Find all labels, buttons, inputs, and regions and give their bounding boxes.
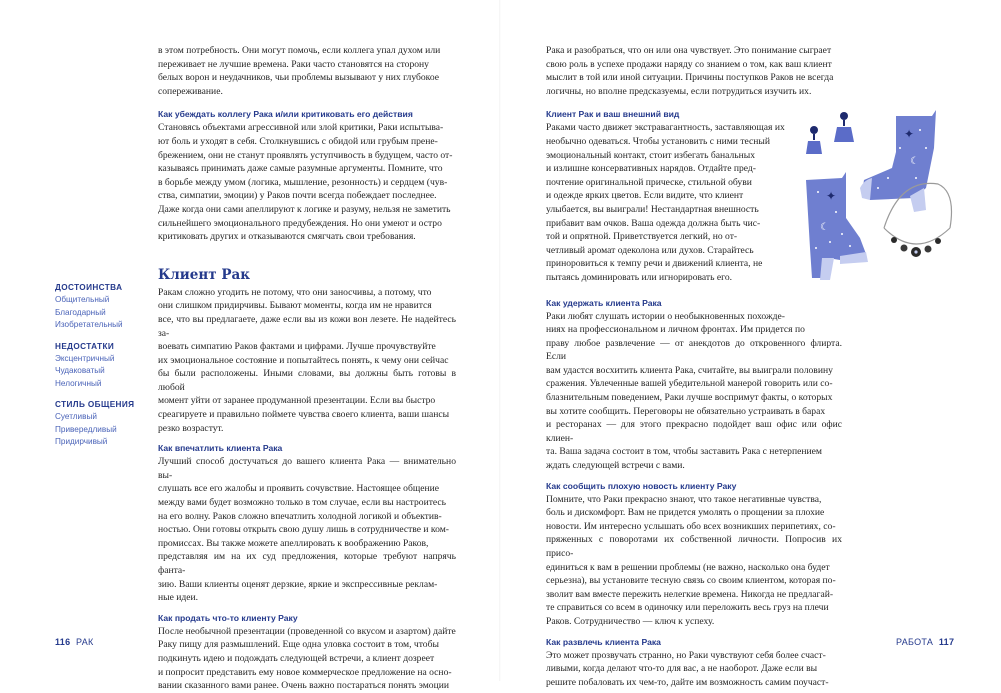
text-line: вы хотите сообщить. Переговоры не обязательно устраивать в барах — [546, 405, 826, 417]
text-line: Раку пищу для размышлений. Еще одна уловка состоит в том, чтобы — [158, 639, 439, 651]
text-line: ют боль и уходят в себя. Столкнувшись с обидой или грубым прене- — [158, 135, 438, 147]
sidebar-item: Эксцентричный — [55, 353, 115, 363]
left-sidebar — [55, 282, 150, 449]
text-line: ждать следующей встречи с вами. — [546, 460, 685, 472]
sidebar-group-weaknesses — [55, 341, 150, 391]
text-line: почтение оригинальной прическе, стильной обуви — [546, 176, 752, 188]
text-line: сопереживание. — [158, 85, 223, 97]
right-folio — [896, 637, 954, 647]
section-heading: Как сообщить плохую новость клиенту Раку — [546, 480, 737, 491]
text-line: момент уйти от заранее продуманной презентации. Если вы быстро — [158, 395, 436, 407]
text-line: Даже когда они сами апеллируют к логике и разуму, нельзя не заметить — [158, 203, 451, 215]
text-line: зию. Ваши клиенты оценят дерзкие, яркие и экспрессивные реклам- — [158, 578, 438, 590]
svg-text:✦: ✦ — [826, 189, 837, 203]
text-line: свою роль в успехе продажи наряду со знанием о том, как ваш клиент — [546, 58, 832, 70]
svg-text:☾: ☾ — [910, 156, 919, 167]
text-line: улыбается, вы выиграли! Нестандартная внешность — [546, 203, 759, 215]
text-line: Раки любят слушать истории о необыкновенных похожде- — [546, 310, 785, 322]
text-line: сражения. Увлеченные вашей убедительной манерой говорить или со- — [546, 378, 833, 390]
text-line: все, что вы предлагаете, даже если вы из кожи вон лезете. Не надейтесь за- — [158, 313, 456, 339]
left-intro — [158, 44, 456, 98]
client-intro — [158, 286, 456, 436]
text-line: те справиться со всем в одиночку или переложить весь груз на плечи — [546, 602, 829, 614]
text-line: единиться к вам в решении проблемы (не важно, насколько она будет — [546, 561, 830, 573]
earring-left-icon — [806, 126, 822, 154]
text-line: Становясь объектами агрессивной или злой критики, Раки испытыва- — [158, 122, 444, 134]
text-line: критиковать других и отказываются смягчать свои требования. — [158, 231, 416, 243]
text-line: эмоциональный контакт, стоит избегать банальных — [546, 149, 756, 161]
sidebar-item: Суетливый — [55, 412, 97, 421]
text-line: казываясь принимать даже самые разумные аргументы. Помните, что — [158, 163, 443, 175]
text-line: между вами будет возможно только в том случае, если вы настроитесь — [158, 497, 447, 509]
sidebar-group-style — [55, 399, 150, 449]
text-line: новости. Им интересно услышать обо всех возникших перипетиях, со- — [546, 520, 836, 532]
text-line: праву любое развлечение — от анекдотов до откровенного флирта. Если — [546, 337, 842, 363]
left-folio — [55, 637, 94, 647]
text-line: в борьбе между умом (логика, мышление, резонность) и сердцем (чув- — [158, 176, 448, 188]
text-line: воевать симпатию Раков фактами и цифрами. Лучше прочувствуйте — [158, 341, 436, 353]
text-line: сильнейшего эмоционального предубеждения. Но они умеют и остро — [158, 217, 442, 229]
text-line: вам удастся восхитить клиента Рака, считайте, вы выиграли половину — [546, 364, 833, 376]
right-page-main-column — [546, 44, 842, 689]
running-head: РАБОТА — [896, 637, 934, 647]
text-line: представляя им на их суд предложения, которые требуют напрячь фанта- — [158, 551, 456, 576]
text-line: После необычной презентации (проведенной со вкусом и азартом) дайте — [158, 625, 456, 637]
text-line: и одежде ярких цветов. Если видите, что клиент — [546, 190, 744, 202]
sidebar-heading: СТИЛЬ ОБЩЕНИЯ — [55, 400, 135, 409]
text-line: четливый аромат одеколона или духов. Старайтесь — [546, 244, 754, 256]
section-body — [158, 625, 456, 693]
text-line: и попросит представить ему новое коммерческое предложение на осно- — [158, 666, 452, 678]
text-line: вании сказанного вами ранее. Очень важно постараться понять эмоции — [158, 680, 449, 692]
text-line: белых ворон и неудачников, чьи проблемы вызывают у них глубокое — [158, 72, 440, 84]
section-body — [546, 310, 842, 473]
text-line: ные идеи. — [158, 592, 199, 604]
section-title: Клиент Рак — [158, 266, 250, 283]
sidebar-item: Привередливый — [55, 424, 117, 434]
left-page-main-column — [158, 44, 456, 693]
text-line: бы были расположены. Иными словами, вы должны быть готовы в любой — [158, 368, 456, 393]
text-line: ниях на профессиональном и личном фронтах. Им придется по — [546, 324, 805, 336]
earring-right-icon — [834, 112, 854, 142]
sidebar-heading: ДОСТОИНСТВА — [55, 283, 123, 292]
text-line: Ракaми часто движет экстравагантность, заставляющая их — [546, 122, 785, 134]
section-heading: Как впечатлить клиента Рака — [158, 443, 283, 454]
text-line: та. Ваша задача состоит в том, чтобы заставить Рака с нетерпением — [546, 446, 822, 458]
text-line: в этом потребность. Они могут помочь, если коллега упал духом или — [158, 45, 441, 56]
text-line: ства, симпатии, эмоции) у Раков почти всегда побеждает последнее. — [158, 190, 437, 202]
text-line: логичны, но вполне предсказуемы, если потрудиться изучить их. — [546, 85, 812, 97]
text-line: Ракам сложно угодить не потому, что они заносчивы, а потому, что — [158, 286, 432, 298]
page-number: 116 — [55, 637, 71, 647]
text-line: подкинуть идею и подождать следующей встречи, а клиент дозреет — [158, 652, 435, 664]
right-intro — [546, 44, 842, 98]
text-line: Это может прозвучать странно, но Раки чувствуют себя более счаст- — [546, 649, 826, 661]
text-line: они слишком придирчивы. Бывают моменты, когда им не нравится — [158, 300, 432, 312]
text-line: мыслит в той или иной ситуации. Причины поступков Раков не всегда — [546, 72, 834, 84]
section-heading: Как убеждать коллегу Рака и/или критиковать его действия — [158, 109, 413, 120]
boots-earrings-necklace-icon — [800, 108, 956, 280]
text-line: ностью. Они готовы открыть свою душу лишь в сотрудничестве и ком- — [158, 524, 449, 536]
text-line: прибавит вам очков. Ваша одежда должна быть чис- — [546, 217, 761, 229]
text-line: необычно одеваться. Чтобы установить с ними тесный — [546, 135, 770, 147]
sidebar-item: Чудаковатый — [55, 366, 105, 375]
text-line: решите побаловать их чем-то, дайте им возможность самим поучаст- — [546, 676, 829, 688]
text-line: и ресторанах — для этого прекрасно подойдет ваш офис или офис клиен- — [546, 419, 842, 444]
page-gutter — [499, 0, 501, 681]
section-heading: Как удержать клиента Рака — [546, 297, 662, 308]
svg-text:☾: ☾ — [820, 222, 829, 233]
sidebar-item: Благодарный — [55, 307, 106, 317]
section-body — [546, 649, 842, 690]
text-line: зволит вам вместе пережить нелегкие времена. Никогда не предлагай- — [546, 588, 834, 600]
sidebar-group-strengths — [55, 282, 150, 332]
page-number: 117 — [938, 637, 955, 647]
text-line: их эмоциональное состояние и попытайтесь понять, к чему они сейчас — [158, 354, 449, 366]
text-line: приноровиться к темпу речи и движений клиента, не — [546, 258, 763, 270]
sidebar-item: Изобретательный — [55, 320, 123, 329]
sidebar-heading: НЕДОСТАТКИ — [55, 341, 115, 351]
text-line: ливыми, когда делают что-то для вас, а не наоборот. Даже если вы — [546, 663, 818, 675]
text-line: среагируете и правильно поймете чувства своего клиента, ваши шансы — [158, 409, 450, 421]
text-line: слушать все его жалобы и проявить сочувствие. Настоящее общение — [158, 483, 440, 495]
text-line: Лучший способ достучаться до вашего клиента Рака — внимательно вы- — [158, 456, 456, 481]
text-line: блазнительным поведением, Раки лучше воспримут факты, о которых — [546, 392, 833, 404]
running-head: РАК — [76, 637, 94, 647]
text-line: той и опрятной. Приветствуется легкий, но от- — [546, 231, 738, 243]
text-line: боль и дискомфорт. Вам не придется умолять о прощении за плохие — [546, 507, 825, 519]
section-body — [546, 493, 842, 629]
sidebar-item: Нелогичный — [55, 378, 102, 388]
text-line: резко возрастут. — [158, 422, 224, 434]
text-line: Помните, что Раки прекрасно знают, что такое негативные чувства, — [546, 493, 822, 505]
text-line: пряженных с поворотами их собственной личности. Попросив их присо- — [546, 534, 842, 559]
sidebar-item: Общительный — [55, 295, 110, 304]
text-line: Раков. Сотрудничество — ключ к успеху. — [546, 615, 715, 627]
section-heading: Клиент Рак и ваш внешний вид — [546, 109, 680, 120]
boot-front-icon — [806, 172, 868, 280]
svg-text:✦: ✦ — [904, 127, 915, 141]
sidebar-item: Придирчивый — [55, 437, 108, 446]
text-line: промиссах. Вы также можете апеллировать к воображению Раков, — [158, 537, 429, 549]
section-heading: Как продать что-то клиенту Раку — [158, 612, 298, 623]
section-body — [158, 455, 456, 605]
boot-back-icon — [860, 110, 936, 212]
text-line: пытаясь доминировать или игнорировать его. — [546, 271, 733, 283]
text-line: серьезна), вы установите тесную связь со своим клиентом, которая по- — [546, 575, 836, 587]
text-line: переживает не лучшие времена. Раки часто становятся на сторону — [158, 58, 429, 70]
section-body — [158, 121, 456, 243]
text-line: Рака и разобраться, что он или она чувствует. Это понимание сыграет — [546, 45, 832, 56]
section-heading: Как развлечь клиента Рака — [546, 636, 661, 647]
text-line: брежением, они не станут проявлять уступчивость в будущем, часто от- — [158, 149, 453, 161]
section-body — [546, 121, 806, 284]
text-line: на его волну. Раков сложно впечатлить холодной логикой и объектив- — [158, 510, 442, 522]
text-line: и излишне консервативных нарядов. Отдайте пред- — [546, 163, 756, 175]
